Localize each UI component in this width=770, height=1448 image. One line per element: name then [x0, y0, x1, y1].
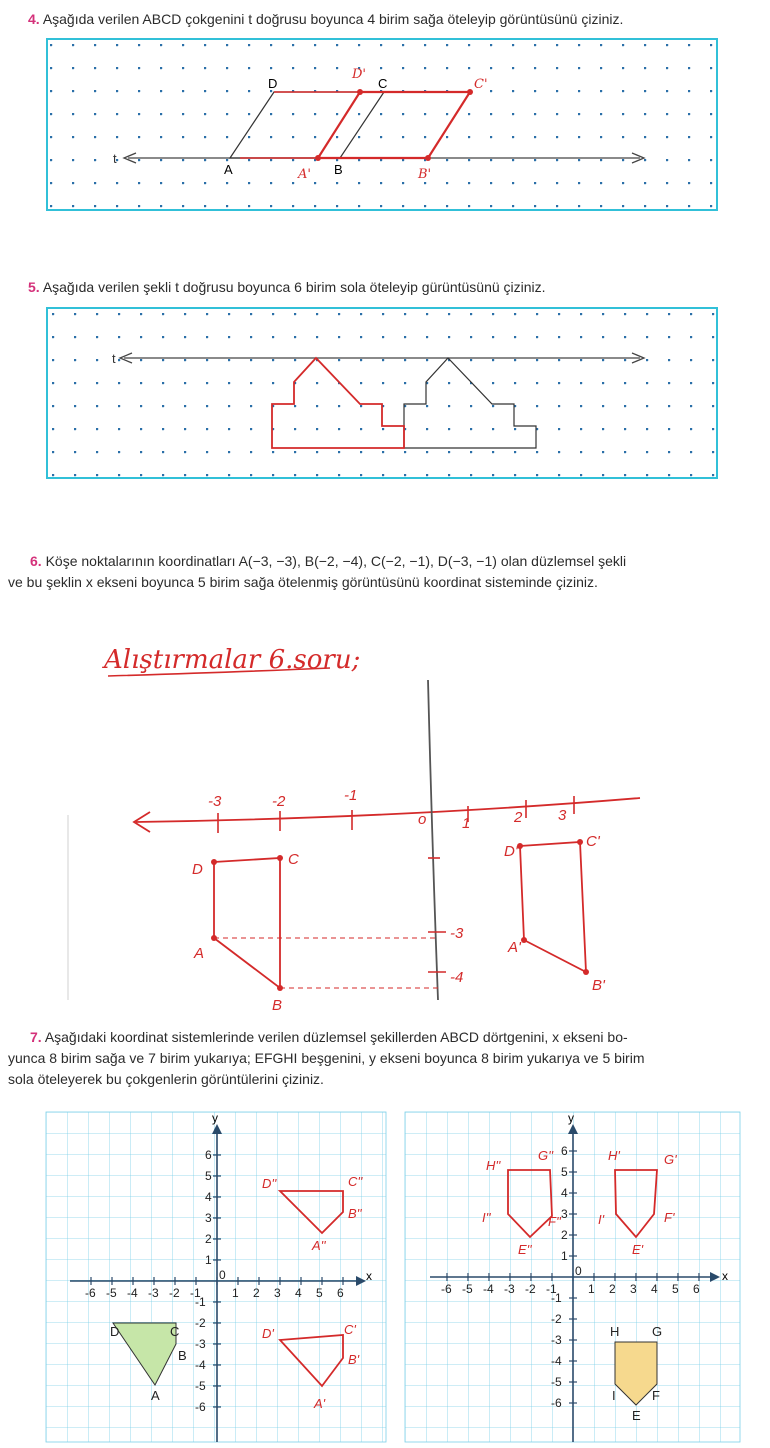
q5-text [28, 278, 546, 297]
q6-label-a-prime: A' [508, 939, 521, 956]
q7-label-h-double-prime: H'' [486, 1158, 501, 1173]
q4-label-b-prime: B' [418, 167, 432, 182]
q4-number: 4. [28, 11, 40, 27]
q4-statement: Aşağıda verilen ABCD çokgenini t doğrusu boyunca 4 birim sağa öteleyip görüntüsünü çiziniz. [42, 11, 624, 27]
q5-t-label: t [112, 351, 116, 366]
q4-label-a-prime: A' [298, 167, 311, 182]
y-tick-label: -6 [551, 1396, 562, 1410]
q6-label-d-prime: D' [504, 843, 518, 860]
q4-label-a: A [224, 162, 233, 177]
q7-text-line2: yunca 8 birim sağa ve 7 birim yukarıya; EFGHI beşgenini, y ekseni boyunca 8 birim yukarıya ve 5 birim [8, 1050, 645, 1066]
q7-left-y-label: y [212, 1111, 218, 1125]
q6-tick-yn4: -4 [450, 969, 464, 986]
x-tick-label: 1 [232, 1286, 239, 1300]
y-tick-label: -5 [195, 1379, 206, 1393]
q7-label-d: D [110, 1324, 120, 1339]
y-tick-label: -6 [195, 1400, 206, 1414]
x-tick-label: -1 [190, 1286, 201, 1300]
x-tick-label: 0 [219, 1268, 226, 1282]
q6-y-axis [428, 680, 438, 1000]
q6-label-b-prime: B' [592, 977, 605, 994]
y-tick-label: 5 [561, 1165, 568, 1179]
q6-label-d: D [192, 861, 203, 878]
x-tick-label: 5 [672, 1282, 679, 1296]
q7-number: 7. [30, 1029, 42, 1045]
q7-label-i: I [612, 1388, 616, 1403]
q6-polygon-abcd [214, 858, 280, 988]
y-tick-label: 1 [205, 1253, 212, 1267]
q6-statement-1: Köşe noktalarının koordinatları A(−3, −3), B(−2, −4), C(−2, −1), D(−3, −1) olan düzlemsel şekli [45, 553, 627, 569]
q6-label-b: B [272, 997, 283, 1014]
x-tick-label: 6 [693, 1282, 700, 1296]
x-tick-label: -2 [525, 1282, 536, 1296]
q5-statement: Aşağıda verilen şekli t doğrusu boyunca 6 birim sola öteleyip gürüntüsünü çiziniz. [42, 279, 546, 295]
q4-label-b: B [334, 162, 343, 177]
q7-right-figure [405, 1111, 740, 1442]
q6-tick-m3: -3 [208, 793, 222, 810]
y-tick-label: -2 [551, 1312, 562, 1326]
q7-label-f: F [652, 1388, 660, 1403]
q7-label-b: B [178, 1348, 187, 1363]
q4-label-c-prime: C' [474, 77, 488, 92]
y-tick-label: 6 [561, 1144, 568, 1158]
q7-label-e: E [632, 1408, 641, 1423]
x-tick-label: -6 [85, 1286, 96, 1300]
x-tick-label: 3 [274, 1286, 281, 1300]
y-tick-label: 3 [561, 1207, 568, 1221]
q7-label-i-double-prime: I'' [482, 1210, 491, 1225]
q7-label-c-double-prime: C'' [348, 1174, 363, 1189]
x-tick-label: -1 [546, 1282, 557, 1296]
x-tick-label: 6 [337, 1286, 344, 1300]
q7-label-b-prime: B' [348, 1352, 360, 1367]
q6-figure [68, 645, 640, 1014]
q7-label-a: A [151, 1388, 160, 1403]
q6-polygon-image [520, 842, 586, 972]
q5-number: 5. [28, 279, 40, 295]
q7-text-line1 [30, 1028, 770, 1047]
q7-right-y-label: y [568, 1111, 574, 1125]
q7-label-a-double-prime: A'' [312, 1238, 326, 1253]
y-tick-label: 4 [205, 1190, 212, 1204]
q4-label-d: D [268, 76, 278, 91]
y-tick-label: -1 [195, 1295, 206, 1309]
q6-tick-p1: 1 [462, 815, 471, 832]
q7-text-line3: sola öteleyerek bu çokgenlerin görüntülerini çiziniz. [8, 1071, 324, 1087]
q7-label-h: H [610, 1324, 620, 1339]
y-tick-label: 5 [205, 1169, 212, 1183]
y-tick-label: -3 [551, 1333, 562, 1347]
x-tick-label: 3 [630, 1282, 637, 1296]
x-tick-label: -3 [148, 1286, 159, 1300]
y-tick-label: -4 [195, 1358, 206, 1372]
q5-dot-grid [47, 308, 717, 478]
q7-label-f-double-prime: F'' [548, 1214, 561, 1229]
x-tick-label: 2 [609, 1282, 616, 1296]
q7-label-f-prime: F' [664, 1210, 675, 1225]
q6-points [211, 839, 589, 991]
q7-label-i-prime: I' [598, 1212, 605, 1227]
q6-tick-yn3: -3 [450, 925, 464, 942]
q6-tick-m1: -1 [344, 787, 358, 804]
q7-right-x-label: x [722, 1269, 728, 1283]
q7-label-d-double-prime: D'' [262, 1176, 277, 1191]
q6-tick-labels [208, 787, 567, 986]
q7-label-h-prime: H' [608, 1148, 620, 1163]
q7-left-figure [46, 1111, 386, 1442]
q6-label-c-prime: C' [586, 833, 600, 850]
q7-label-e-double-prime: E'' [518, 1242, 532, 1257]
q4-figure [47, 39, 717, 210]
q6-label-a: A [194, 945, 205, 962]
y-tick-label: -4 [551, 1354, 562, 1368]
q7-label-a-prime: A' [314, 1396, 326, 1411]
q5-figure [47, 308, 717, 478]
q7-left-grid [46, 1112, 386, 1442]
q6-text-line2: ve bu şeklin x ekseni boyunca 5 birim sağa ötelenmiş görüntüsünü koordinat sisteminde çiziniz. [8, 574, 598, 590]
q6-tick-origin: o [418, 811, 427, 828]
q6-label-c: C [288, 851, 299, 868]
q6-text-line1 [30, 552, 770, 571]
q7-label-g-prime: G' [664, 1152, 677, 1167]
y-tick-label: -5 [551, 1375, 562, 1389]
y-tick-label: 1 [561, 1249, 568, 1263]
x-tick-label: 1 [588, 1282, 595, 1296]
q4-label-d-prime: D' [352, 67, 366, 82]
q4-dot-grid [47, 39, 717, 210]
y-tick-label: 2 [205, 1232, 212, 1246]
q7-label-e-prime: E' [632, 1242, 644, 1257]
x-tick-label: 0 [575, 1264, 582, 1278]
q6-tick-p2: 2 [514, 809, 523, 826]
x-tick-label: 4 [651, 1282, 658, 1296]
q7-label-g-double-prime: G'' [538, 1148, 554, 1163]
q7-label-c-prime: C' [344, 1322, 356, 1337]
q6-number: 6. [30, 553, 42, 569]
x-tick-label: -5 [106, 1286, 117, 1300]
y-tick-label: 4 [561, 1186, 568, 1200]
q6-tick-m2: -2 [272, 793, 286, 810]
q7-label-d-prime: D' [262, 1326, 274, 1341]
q4-t-label: t [113, 151, 117, 166]
x-tick-label: -4 [483, 1282, 494, 1296]
q7-label-c: C [170, 1324, 180, 1339]
q7-label-g: G [652, 1324, 663, 1339]
y-tick-label: 3 [205, 1211, 212, 1225]
x-tick-label: 2 [253, 1286, 260, 1300]
q6-hand-title: Alıştırmalar 6.soru; [104, 645, 361, 675]
y-tick-label: -1 [551, 1291, 562, 1305]
q4-label-c: C [378, 76, 388, 91]
q7-label-b-double-prime: B'' [348, 1206, 362, 1221]
y-tick-label: 2 [561, 1228, 568, 1242]
q7-statement-1: Aşağıdaki koordinat sistemlerinde verilen düzlemsel şekillerden ABCD dörtgenini, x ekseni bo- [44, 1029, 628, 1045]
y-tick-label: 6 [205, 1148, 212, 1162]
x-tick-label: -3 [504, 1282, 515, 1296]
x-tick-label: 5 [316, 1286, 323, 1300]
y-tick-label: -3 [195, 1337, 206, 1351]
y-tick-label: -2 [195, 1316, 206, 1330]
x-tick-label: -5 [462, 1282, 473, 1296]
x-tick-label: -4 [127, 1286, 138, 1300]
x-tick-label: -2 [169, 1286, 180, 1300]
x-tick-label: 4 [295, 1286, 302, 1300]
q6-tick-p3: 3 [558, 807, 567, 824]
q7-left-x-label: x [366, 1269, 372, 1283]
x-tick-label: -6 [441, 1282, 452, 1296]
